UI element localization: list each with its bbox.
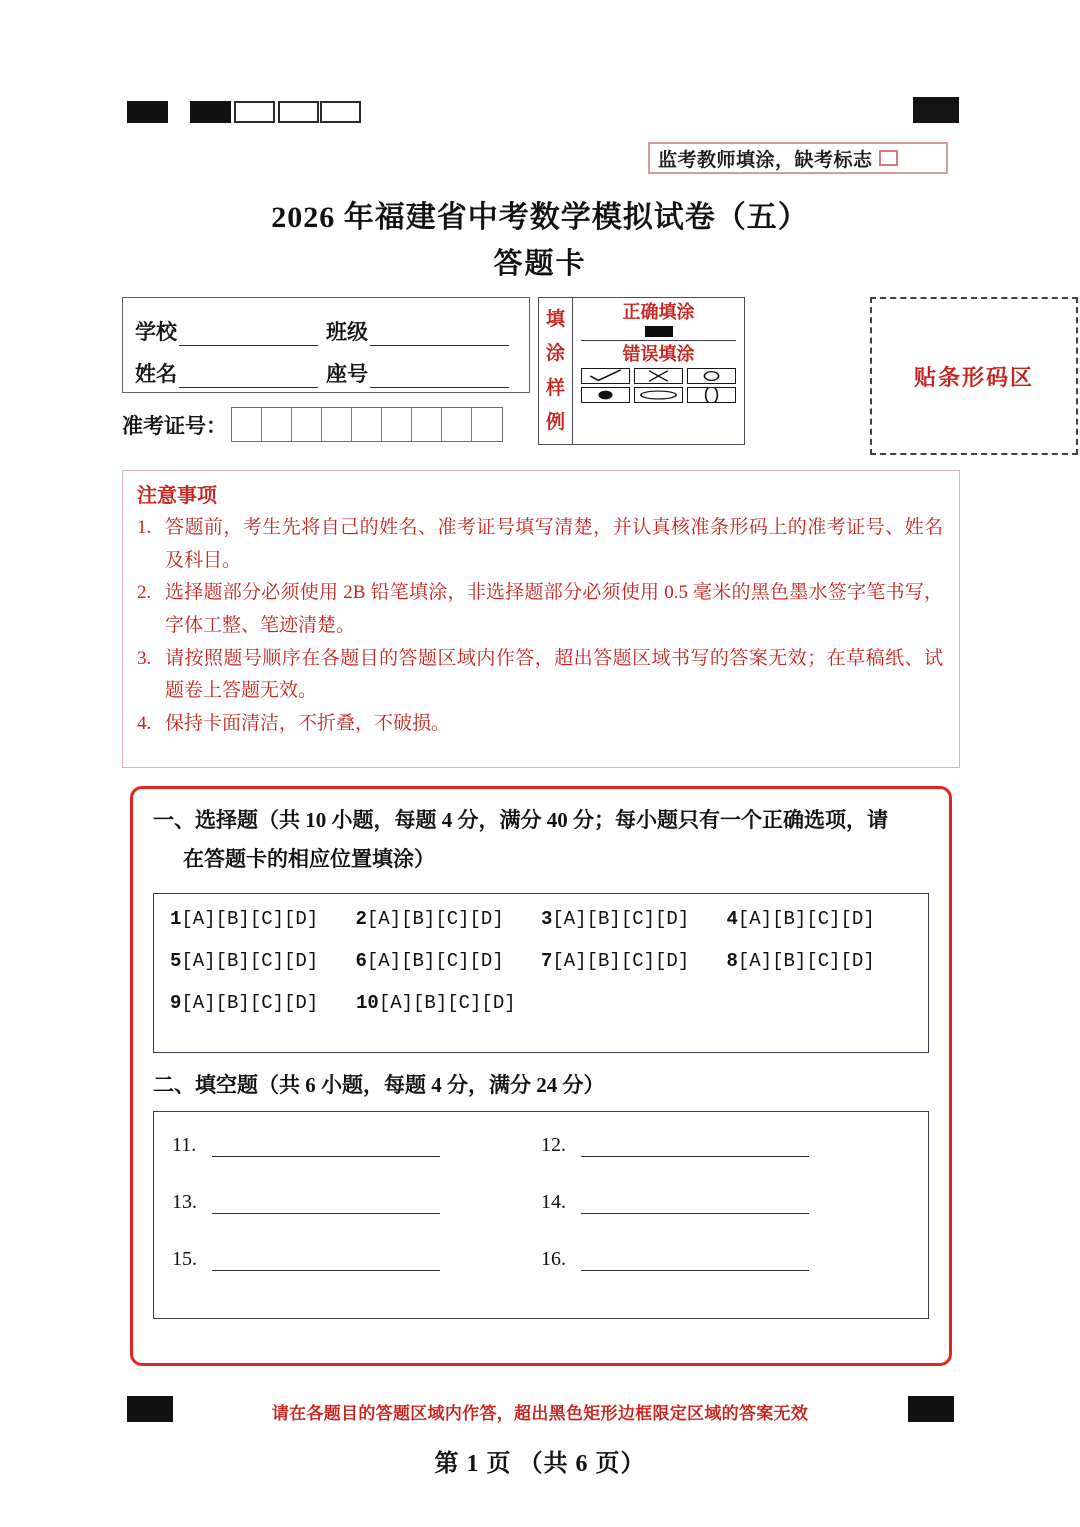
corner-registration-mark xyxy=(913,97,959,123)
name-label: 姓名 xyxy=(135,362,177,386)
blank-cell-12[interactable] xyxy=(541,1134,910,1157)
admit-ticket-cell[interactable] xyxy=(292,408,322,441)
note-text: 答题前，考生先将自己的姓名、准考证号填写清楚，并认真核准条形码上的准考证号、姓名及科目。 xyxy=(165,517,943,571)
blank-answer-row xyxy=(172,1134,910,1157)
note-number: 3. xyxy=(137,647,152,669)
notes-box xyxy=(122,470,960,768)
choice-question-number: 4 xyxy=(726,907,738,930)
school-input-rule[interactable] xyxy=(179,323,318,346)
fill-sample-content xyxy=(573,298,744,444)
blank-input-rule[interactable] xyxy=(581,1138,809,1157)
wrong-fill-label: 错误填涂 xyxy=(622,343,695,364)
footer-warning: 请在各题目的答题区域内作答，超出黑色矩形边框限定区域的答案无效 xyxy=(271,1404,809,1423)
proctor-absence-label: 监考教师填涂，缺考标志 xyxy=(658,149,873,171)
choice-section-heading xyxy=(153,801,929,879)
check-icon xyxy=(581,368,630,384)
choice-item-1[interactable] xyxy=(170,908,356,930)
note-item xyxy=(137,708,943,741)
choice-bubbles[interactable]: [A][B][C][D] xyxy=(181,907,319,930)
choice-item-10[interactable] xyxy=(356,992,542,1014)
page-number: 第 1 页 （共 6 页） xyxy=(434,1451,646,1477)
blank-input-rule[interactable] xyxy=(212,1138,440,1157)
note-text: 选择题部分必须使用 2B 铅笔填涂，非选择题部分必须使用 0.5 毫米的黑色墨水签字笔书写，字体工整、笔迹清楚。 xyxy=(165,582,943,637)
admit-ticket-cell[interactable] xyxy=(442,408,472,441)
page-title: 2026 年福建省中考数学模拟试卷（五） xyxy=(271,201,809,234)
correct-fill-example xyxy=(579,324,738,340)
school-field[interactable] xyxy=(135,316,326,346)
admit-ticket-cell[interactable] xyxy=(472,408,502,441)
name-input-rule[interactable] xyxy=(179,365,318,388)
timing-mark-1 xyxy=(127,101,168,123)
choice-bubbles[interactable]: [A][B][C][D] xyxy=(366,949,504,972)
blank-answer-box xyxy=(153,1111,929,1319)
choice-item-3[interactable] xyxy=(541,908,727,930)
timing-mark-5 xyxy=(320,101,361,123)
note-number: 4. xyxy=(137,713,152,735)
blank-cell-16[interactable] xyxy=(541,1248,910,1271)
choice-question-number: 6 xyxy=(355,949,367,972)
blank-cell-13[interactable] xyxy=(172,1191,541,1214)
fill-sample-box xyxy=(538,297,745,445)
choice-answer-row xyxy=(170,908,912,930)
blank-input-rule[interactable] xyxy=(212,1252,440,1271)
choice-item-4[interactable] xyxy=(727,908,913,930)
correct-fill-label: 正确填涂 xyxy=(622,302,695,322)
choice-question-number: 9 xyxy=(170,991,182,1014)
filled-bar-icon xyxy=(645,326,673,337)
timing-mark-4 xyxy=(278,101,319,123)
note-text: 请按照题号顺序在各题目的答题区域内作答，超出答题区域书写的答案无效；在草稿纸、试题卷上答题无效。 xyxy=(165,647,943,702)
choice-item-8[interactable] xyxy=(727,950,913,972)
seat-field[interactable] xyxy=(326,358,517,388)
fill-sample-char-3: 样 xyxy=(545,377,565,399)
choice-answer-box xyxy=(153,893,929,1053)
blank-section-heading: 二、填空题（共 6 小题，每题 4 分，满分 24 分） xyxy=(153,1072,605,1097)
answer-area-frame xyxy=(130,786,952,1366)
wrong-fill-examples xyxy=(579,365,738,403)
blank-cell-11[interactable] xyxy=(172,1134,541,1157)
blank-input-rule[interactable] xyxy=(581,1195,809,1214)
blank-number: 14. xyxy=(541,1190,566,1213)
notes-title: 注意事项 xyxy=(137,485,217,507)
cross-icon xyxy=(634,368,683,384)
choice-item-6[interactable] xyxy=(356,950,542,972)
admit-ticket-cell[interactable] xyxy=(412,408,442,441)
small-circle-icon xyxy=(687,368,736,384)
blank-number: 16. xyxy=(541,1247,566,1270)
choice-answer-row xyxy=(170,992,912,1014)
sample-divider xyxy=(581,340,736,341)
student-info-row xyxy=(122,297,1034,455)
timing-mark-2 xyxy=(190,101,231,123)
choice-bubbles[interactable]: [A][B][C][D] xyxy=(737,949,875,972)
choice-question-number: 10 xyxy=(356,991,379,1014)
timing-mark-row xyxy=(0,0,1080,44)
choice-question-number: 8 xyxy=(726,949,738,972)
choice-heading-line2: 在答题卡的相应位置填涂） xyxy=(183,846,435,871)
choice-question-number: 2 xyxy=(355,907,367,930)
seat-label: 座号 xyxy=(326,362,368,386)
choice-bubbles[interactable]: [A][B][C][D] xyxy=(552,907,690,930)
fill-sample-char-2: 涂 xyxy=(545,343,565,365)
choice-heading-line1: 一、选择题（共 10 小题，每题 4 分，满分 40 分；每小题只有一个正确选项，请 xyxy=(153,808,888,832)
choice-question-number: 1 xyxy=(170,907,182,930)
choice-bubbles[interactable]: [A][B][C][D] xyxy=(737,907,875,930)
student-field-line-2 xyxy=(135,346,517,388)
choice-bubbles[interactable]: [A][B][C][D] xyxy=(552,949,690,972)
blank-answer-row xyxy=(172,1248,910,1271)
choice-bubbles[interactable]: [A][B][C][D] xyxy=(181,991,319,1014)
note-item xyxy=(137,643,943,708)
note-number: 2. xyxy=(137,582,152,604)
admit-ticket-cell[interactable] xyxy=(352,408,382,441)
choice-question-number: 7 xyxy=(541,949,553,972)
note-number: 1. xyxy=(137,517,152,538)
blank-number: 11. xyxy=(172,1133,197,1156)
blank-number: 15. xyxy=(172,1247,197,1270)
choice-bubbles[interactable]: [A][B][C][D] xyxy=(181,949,319,972)
fill-sample-char-1: 填 xyxy=(545,308,565,330)
note-text: 保持卡面清洁，不折叠，不破损。 xyxy=(165,713,451,735)
note-item xyxy=(137,577,943,642)
tall-ellipse-icon xyxy=(687,387,736,403)
choice-bubbles[interactable]: [A][B][C][D] xyxy=(378,991,516,1014)
school-label: 学校 xyxy=(135,320,177,344)
filled-dot-icon xyxy=(581,387,630,403)
blank-input-rule[interactable] xyxy=(581,1252,809,1271)
barcode-zone xyxy=(870,297,1078,455)
student-fields-box xyxy=(122,297,530,393)
student-info-left xyxy=(122,297,530,455)
admit-ticket-row xyxy=(122,407,503,442)
blank-number: 13. xyxy=(172,1190,197,1213)
admit-ticket-cell[interactable] xyxy=(322,408,352,441)
choice-answer-row xyxy=(170,950,912,972)
name-field[interactable] xyxy=(135,358,326,388)
admit-ticket-cell[interactable] xyxy=(262,408,292,441)
choice-question-number: 5 xyxy=(170,949,182,972)
barcode-zone-label: 贴条形码区 xyxy=(913,364,1034,390)
timing-mark-3 xyxy=(234,101,275,123)
choice-item-9[interactable] xyxy=(170,992,356,1014)
wide-ellipse-icon xyxy=(634,387,683,403)
seat-input-rule[interactable] xyxy=(370,365,509,388)
page-subtitle: 答题卡 xyxy=(493,248,587,280)
admit-ticket-label: 准考证号： xyxy=(122,413,227,438)
student-field-line-1 xyxy=(135,304,517,346)
blank-cell-14[interactable] xyxy=(541,1191,910,1214)
choice-item-5[interactable] xyxy=(170,950,356,972)
choice-bubbles[interactable]: [A][B][C][D] xyxy=(366,907,504,930)
admit-ticket-cell[interactable] xyxy=(382,408,412,441)
admit-ticket-grid[interactable] xyxy=(231,407,503,442)
fill-sample-char-4: 例 xyxy=(545,412,565,434)
admit-ticket-cell[interactable] xyxy=(232,408,262,441)
proctor-absence-box xyxy=(648,142,948,174)
blank-cell-15[interactable] xyxy=(172,1248,541,1271)
class-input-rule[interactable] xyxy=(370,323,509,346)
choice-item-2[interactable] xyxy=(356,908,542,930)
class-field[interactable] xyxy=(326,316,517,346)
fill-sample-side-label xyxy=(539,298,573,444)
blank-input-rule[interactable] xyxy=(212,1195,440,1214)
choice-item-7[interactable] xyxy=(541,950,727,972)
choice-question-number: 3 xyxy=(541,907,553,930)
note-item xyxy=(137,512,943,577)
blank-answer-row xyxy=(172,1191,910,1214)
class-label: 班级 xyxy=(326,320,368,344)
blank-number: 12. xyxy=(541,1133,566,1156)
absence-checkbox[interactable] xyxy=(879,150,898,166)
